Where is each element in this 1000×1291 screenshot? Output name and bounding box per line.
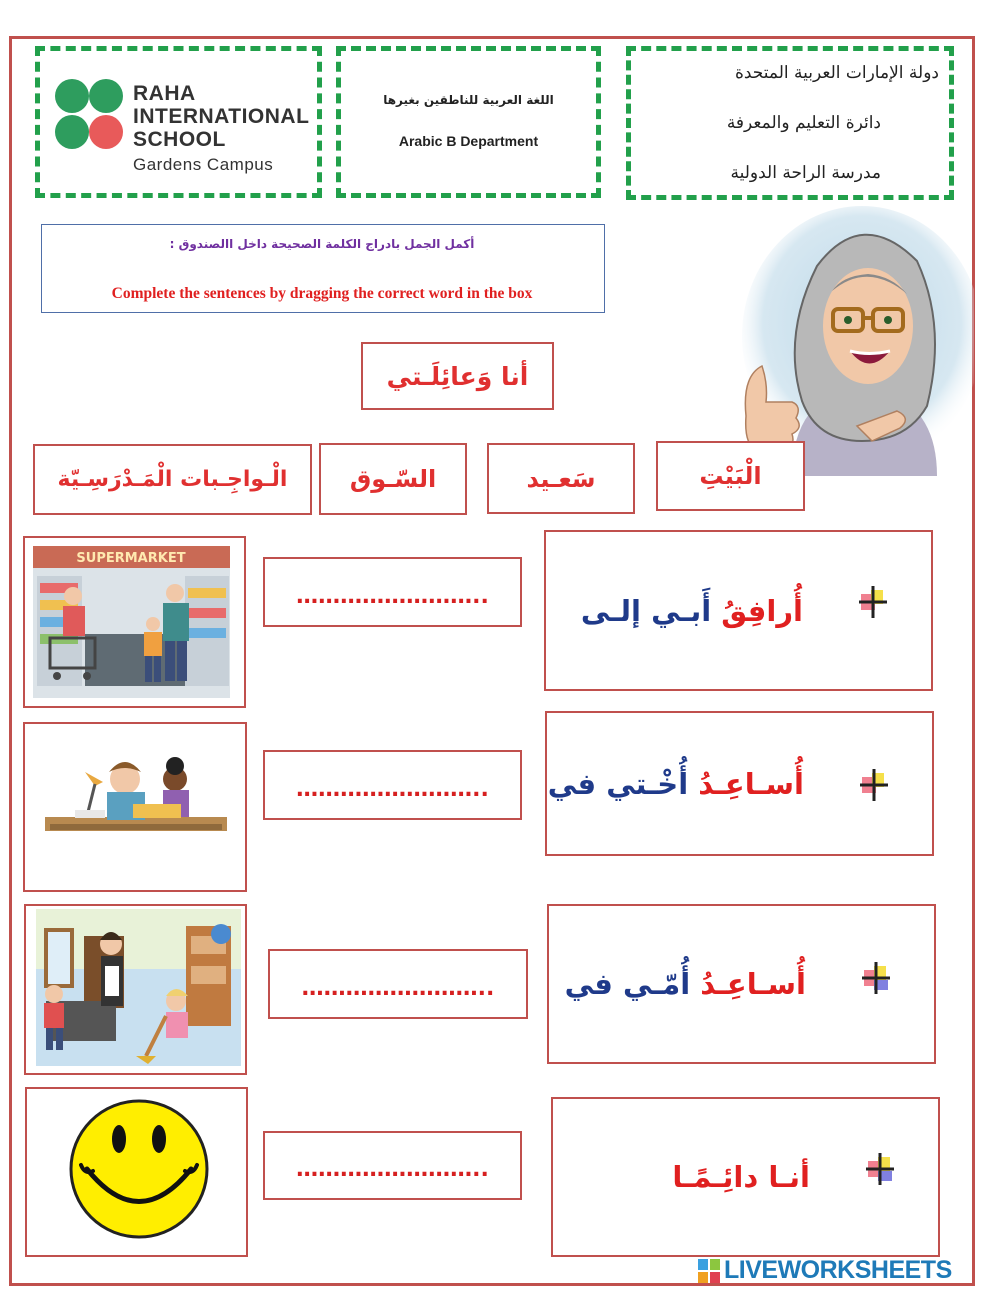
liveworksheets-text: LIVEWORKSHEETS [724, 1256, 952, 1284]
school-logo-box [35, 46, 322, 198]
word-bank-label: الْبَيْتِ [699, 462, 762, 490]
question-image [25, 1087, 248, 1257]
sentence-rest: أنـا دائِـمًـا [672, 1160, 810, 1194]
logo-line1: RAHA [133, 82, 196, 105]
department-en: Arabic B Department [398, 133, 539, 149]
answer-placeholder: …………………….. [296, 776, 489, 802]
answer-drop-zone[interactable] [263, 557, 522, 627]
logo-line3: SCHOOL [133, 128, 226, 151]
answer-drop-zone[interactable] [263, 1131, 522, 1200]
question-image [23, 536, 246, 708]
instructions-ar: أكمل الجمل بادراج الكلمة الصحيحة داخل االصندوق : [169, 237, 475, 251]
word-bank-label: الْـواجِـبات الْمَـدْرَسِـيّة [57, 467, 288, 492]
bullet-icon [856, 958, 896, 998]
authority-ar: دائرة التعليم والمعرفة [726, 113, 881, 133]
sentence-prefix: أُسـاعِـدُ [700, 967, 806, 1001]
question-image [24, 904, 247, 1075]
sentence-rest: أُمّـي في [564, 967, 691, 1001]
word-bank-item[interactable] [656, 441, 805, 511]
authority-box [626, 46, 954, 200]
question-image [23, 722, 247, 892]
word-bank-item[interactable] [33, 444, 312, 515]
liveworksheets-logo [696, 1255, 996, 1287]
liveworksheets-icon [698, 1259, 720, 1283]
bullet-icon [860, 1149, 900, 1189]
sentence-prefix: أُرافِقُ [721, 593, 803, 628]
sentence-box [544, 530, 933, 691]
instructions-box [41, 224, 605, 313]
sentence-box [551, 1097, 940, 1257]
word-bank-item[interactable] [487, 443, 635, 514]
sentence-rest: أَبـي إلـى [580, 593, 712, 628]
supermarket-sign: SUPERMARKET [76, 551, 186, 566]
word-bank-label: السّـوق [349, 465, 437, 493]
word-bank-item[interactable] [319, 443, 467, 515]
sentence-rest: أُخْـتي في [547, 766, 689, 801]
school-ar: مدرسة الراحة الدولية [730, 163, 881, 183]
logo-dot-icon [89, 79, 123, 113]
answer-placeholder: …………………….. [296, 583, 489, 609]
instructions-en: Complete the sentences by dragging the correct word in the box [111, 285, 533, 302]
page-title [361, 342, 554, 410]
sentence-box [547, 904, 936, 1064]
sentence-box [545, 711, 934, 856]
department-ar: اللغة العربية للناطقين بغيرها [383, 93, 554, 107]
sentence-prefix: أُسـاعِـدُ [698, 766, 804, 801]
house-cleaning-illustration [26, 906, 244, 1072]
homework-illustration [25, 724, 244, 889]
answer-placeholder: …………………….. [301, 975, 495, 1001]
bullet-icon [854, 765, 894, 805]
logo-dot-icon [55, 115, 89, 149]
logo-dot-icon [55, 79, 89, 113]
logo-dot-icon [89, 115, 123, 149]
logo-line2: INTERNATIONAL [133, 105, 310, 128]
answer-drop-zone[interactable] [263, 750, 522, 820]
page-title-text: أنا وَعائِلَـتي [386, 361, 529, 391]
country-ar: دولة الإمارات العربية المتحدة [734, 63, 939, 83]
bullet-icon [853, 582, 893, 622]
word-bank-label: سَعـيد [526, 464, 596, 493]
supermarket-illustration [25, 538, 243, 705]
smiley-face-icon [27, 1089, 245, 1254]
department-box [336, 46, 601, 198]
answer-placeholder: …………………….. [296, 1157, 489, 1182]
answer-drop-zone[interactable] [268, 949, 528, 1019]
logo-campus: Gardens Campus [133, 155, 274, 174]
